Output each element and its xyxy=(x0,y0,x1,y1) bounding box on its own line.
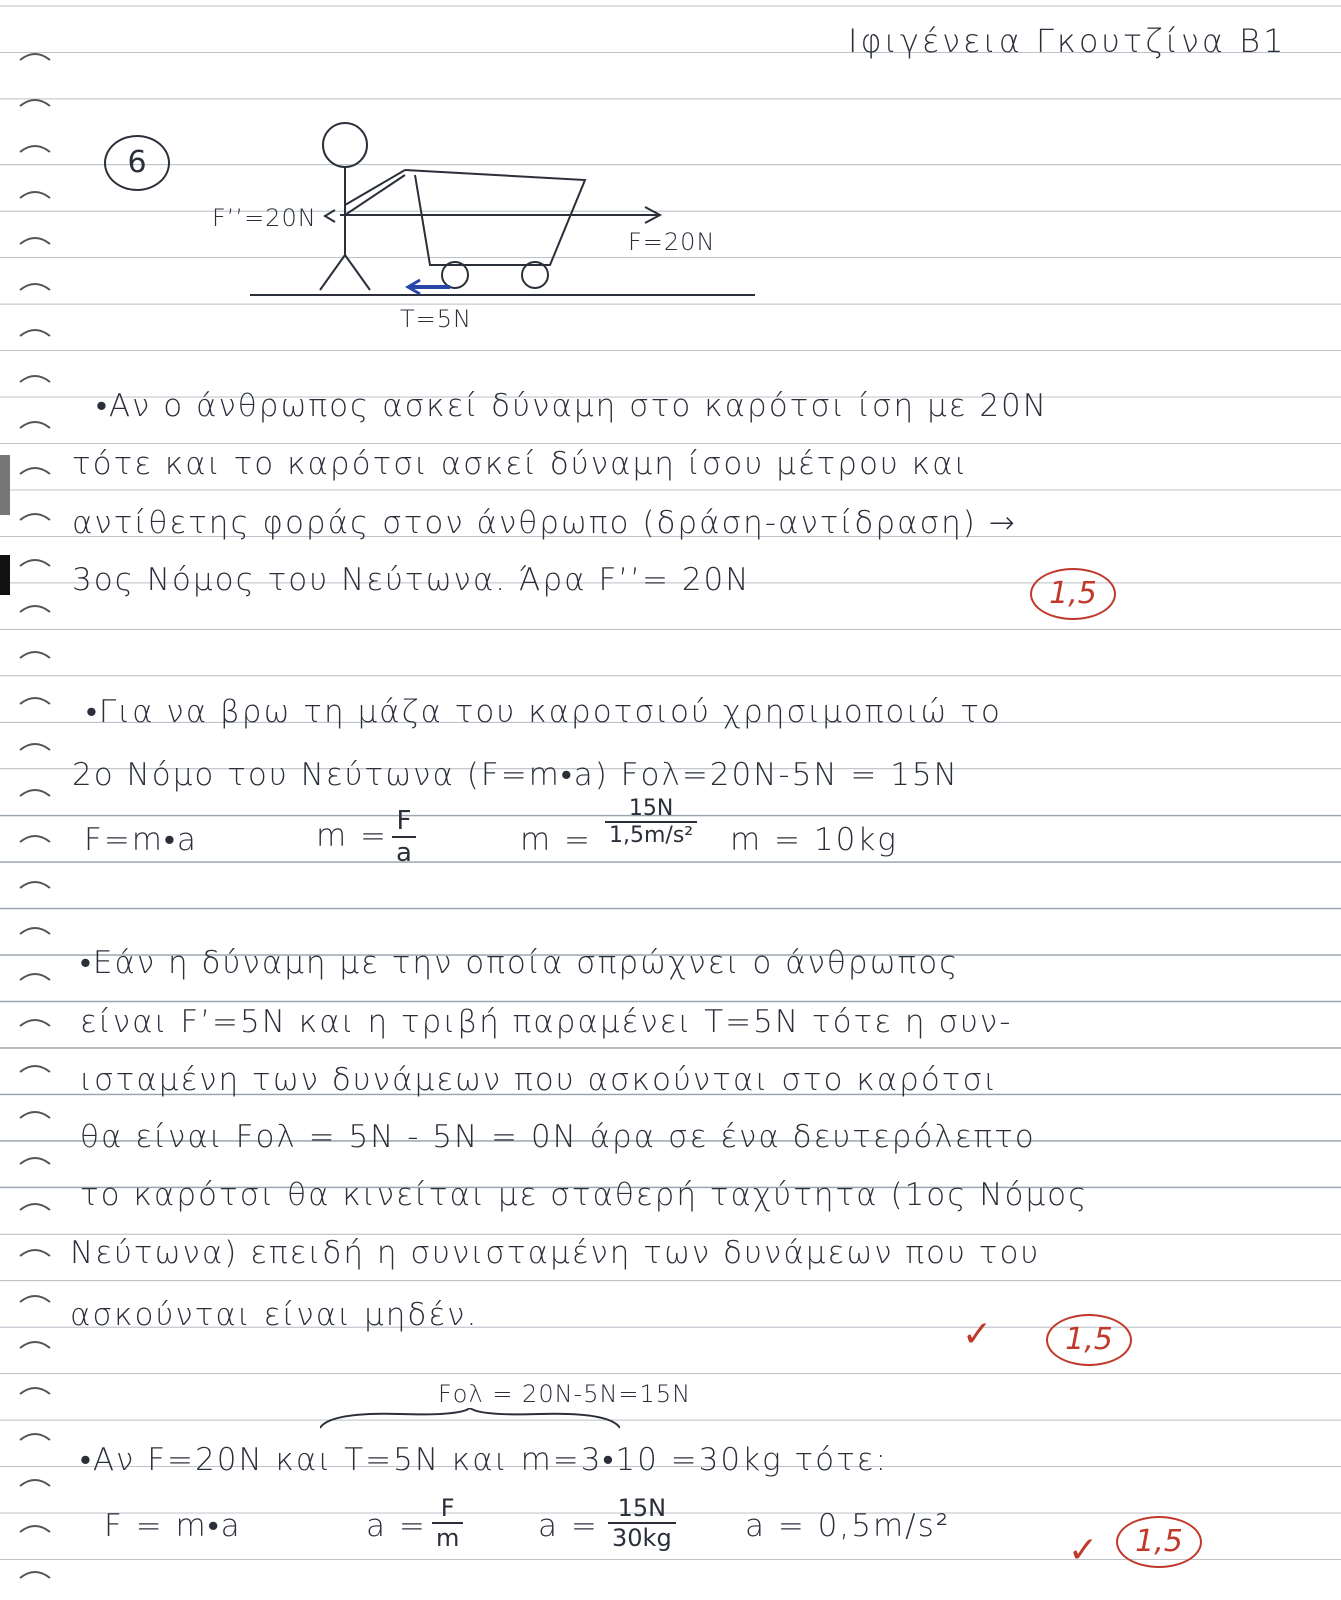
person-arm-2 xyxy=(345,175,405,215)
person-leg-right xyxy=(345,255,370,290)
person-leg-left xyxy=(320,255,345,290)
fraction-f-over-a-den: a xyxy=(396,838,412,868)
student-name: Ιφιγένεια Γκουτζίνα Β1 xyxy=(848,22,1287,60)
annotation-brace xyxy=(320,1408,620,1432)
paragraph4-line: •Αν F=20N και T=5N και m=3•10 =30kg τότε: xyxy=(80,1442,888,1478)
fraction-f-over-a-num: F xyxy=(392,806,416,838)
fraction-f-over-m-den: m xyxy=(436,1524,460,1552)
equation-mass-lhs: m = xyxy=(316,818,389,854)
paragraph2-line2: 2ο Νόμο του Νεύτωνα (F=m•a) Fολ=20N-5N = 15N xyxy=(72,757,959,793)
grade-paragraph4: 1,5 xyxy=(1116,1516,1202,1568)
fraction-accel-den: 1,5m/s² xyxy=(609,823,694,848)
fraction-15n-num-b: 15N xyxy=(608,1494,676,1524)
equation-newton2-b: F = m•a xyxy=(104,1508,242,1544)
paragraph3-line7: ασκούνται είναι μηδέν. xyxy=(70,1297,479,1333)
paragraph3-line1: •Εάν η δύναμη με την οποία σπρώχνει ο άνθρωπος xyxy=(80,945,960,981)
fraction-15n-over-accel xyxy=(605,796,697,848)
grade-paragraph1: 1,5 xyxy=(1030,568,1116,620)
fraction-f-over-m-num: F xyxy=(432,1494,463,1524)
paragraph2-line1: •Για να βρω τη μάζα του καροτσιού χρησιμοποιώ το xyxy=(86,694,1002,730)
paragraph3-line2: είναι F’=5N και η τριβή παραμένει T=5N τότε η συν- xyxy=(80,1004,1013,1040)
paragraph3-line5: το καρότσι θα κινείται με σταθερή ταχύτητα (1ος Νόμος xyxy=(80,1177,1089,1213)
fraction-f-over-a xyxy=(392,806,416,868)
question-number: 6 xyxy=(127,145,147,180)
question-number-circle xyxy=(104,135,170,191)
annotation-net-force: Fολ = 20N-5N=15N xyxy=(438,1380,692,1408)
label-friction: T=5N xyxy=(400,305,472,333)
equation-accel-lhs: a = xyxy=(366,1508,427,1544)
arrow-reaction-head xyxy=(325,210,335,222)
fraction-15n-over-30kg xyxy=(608,1494,676,1552)
equation-accel-result: a = 0,5m/s² xyxy=(745,1508,951,1544)
fraction-f-over-m xyxy=(432,1494,463,1552)
paragraph1-line3: αντίθετης φοράς στον άνθρωπο (δράση-αντίδραση) → xyxy=(72,505,1017,541)
check-paragraph3: ✓ xyxy=(962,1314,993,1355)
check-paragraph4: ✓ xyxy=(1068,1530,1099,1571)
paragraph3-line6: Νεύτωνα) επειδή η συνισταμένη των δυνάμεων που του xyxy=(70,1235,1041,1271)
equation-accel2-lhs: a = xyxy=(538,1508,599,1544)
equation-newton2: F=m•a xyxy=(84,822,198,858)
person-arm xyxy=(345,170,405,205)
spiral-binding xyxy=(0,0,70,1600)
paragraph3-line4: θα είναι Fολ = 5N - 5N = 0N άρα σε ένα δευτερόλεπτο xyxy=(80,1119,1036,1155)
equation-mass-result: m = 10kg xyxy=(730,822,898,858)
label-reaction-force: F’’=20N xyxy=(212,204,317,232)
cart-body xyxy=(405,170,585,265)
paragraph1-line1: •Αν ο άνθρωπος ασκεί δύναμη στο καρότσι ίση με 20N xyxy=(96,388,1048,424)
paragraph1-line2: τότε και το καρότσι ασκεί δύναμη ίσου μέτρου και xyxy=(72,446,969,482)
equation-mass2-lhs: m = xyxy=(520,822,593,858)
person-head xyxy=(323,123,367,167)
paragraph1-line4: 3ος Νόμος του Νεύτωνα. Άρα F’’= 20N xyxy=(72,562,751,598)
grade-paragraph3: 1,5 xyxy=(1046,1314,1132,1366)
fraction-30kg-den: 30kg xyxy=(612,1524,672,1552)
paragraph3-line3: ισταμένη των δυνάμεων που ασκούνται στο καρότσι xyxy=(80,1062,999,1098)
label-push-force: F=20N xyxy=(628,228,716,256)
fraction-15n-num: 15N xyxy=(605,796,697,823)
